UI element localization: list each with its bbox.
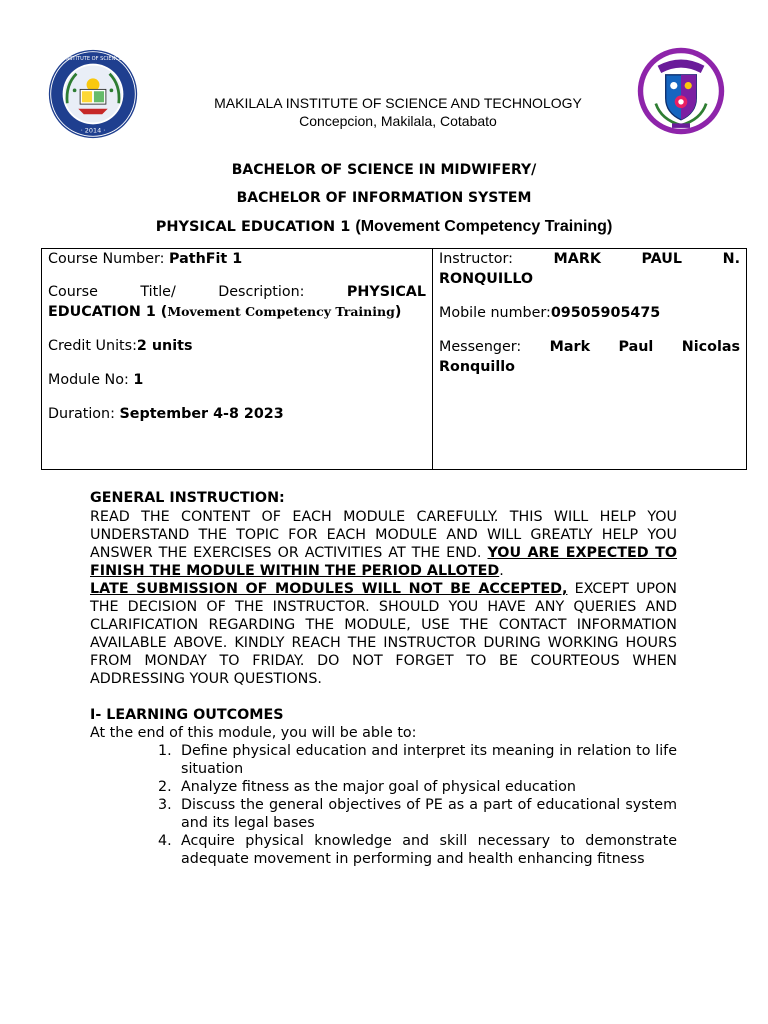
module-no-value: 1 <box>133 372 144 388</box>
list-item <box>154 778 677 796</box>
course-title-value-1: PHYSICAL <box>346 284 426 300</box>
course-title-subtitle: (Movement Competency Training) <box>355 218 613 235</box>
messenger-label: Messenger: <box>439 339 522 355</box>
course-info-table <box>41 248 747 470</box>
program-title-information-system: BACHELOR OF INFORMATION SYSTEM <box>236 190 532 206</box>
course-title-label-2: Title/ <box>140 284 176 300</box>
credit-units-value: 2 units <box>136 338 193 354</box>
school-name: MAKILALA INSTITUTE OF SCIENCE AND TECHNOLOGY <box>214 95 582 111</box>
list-item-number: 2. <box>158 779 172 795</box>
mobile-value: 09505905475 <box>550 305 661 321</box>
instructor-label: Instructor: <box>439 251 513 267</box>
course-title-row <box>48 282 426 302</box>
mobile-row <box>439 303 740 323</box>
list-item-number: 1. <box>158 743 172 759</box>
course-title-heading <box>0 218 768 236</box>
messenger-value-3: Nicolas <box>681 339 741 355</box>
module-no-label: Module No: <box>48 372 129 388</box>
list-item <box>154 832 677 868</box>
messenger-value-2: Paul <box>618 339 654 355</box>
list-item-text: Analyze fitness as the major goal of physical education <box>181 779 576 795</box>
mobile-label: Mobile number: <box>439 305 551 321</box>
course-title-label-1: Course <box>48 284 98 300</box>
instructor-value-2: PAUL <box>641 251 683 267</box>
duration-row <box>48 404 426 424</box>
list-item-number: 3. <box>158 797 172 813</box>
credit-units-label: Credit Units: <box>48 338 137 354</box>
general-instruction-period: . <box>499 563 504 579</box>
messenger-row <box>439 337 740 357</box>
general-instruction-heading: GENERAL INSTRUCTION: <box>90 490 285 506</box>
instructor-value-1: MARK <box>553 251 601 267</box>
svg-text:· 2014 ·: · 2014 · <box>80 126 106 135</box>
course-number-label: Course Number: <box>48 251 165 267</box>
list-item-text: Acquire physical knowledge and skill necessary to demonstrate adequate movement in performing and health enhancing fitness <box>181 833 677 867</box>
list-item <box>154 796 677 832</box>
school-address: Concepcion, Makilala, Cotabato <box>299 113 497 129</box>
course-title-row-2 <box>48 302 426 322</box>
course-title-value-3: Movement Competency Training <box>167 304 395 319</box>
late-submission-emphasis: LATE SUBMISSION OF MODULES WILL NOT BE ACCEPTED, <box>90 581 568 597</box>
learning-outcomes-list <box>154 742 677 868</box>
credit-units-row <box>48 336 426 356</box>
learning-outcomes-intro: At the end of this module, you will be able to: <box>90 725 417 741</box>
course-number-value: PathFit 1 <box>169 251 243 267</box>
course-title-main: PHYSICAL EDUCATION 1 <box>155 219 351 235</box>
duration-value: September 4-8 2023 <box>119 406 284 422</box>
course-title-value-2: EDUCATION 1 ( <box>48 304 168 320</box>
course-number-row <box>48 249 426 269</box>
course-title-value-4: ) <box>394 304 402 320</box>
general-instruction-text <box>90 508 677 688</box>
list-item-text: Discuss the general objectives of PE as a part of educational system and its legal bases <box>181 797 677 831</box>
course-info-left-column <box>42 249 433 469</box>
svg-text:INSTITUTE OF SCIENCE: INSTITUTE OF SCIENCE <box>63 55 123 62</box>
program-title-midwifery: BACHELOR OF SCIENCE IN MIDWIFERY/ <box>231 162 537 178</box>
duration-label: Duration: <box>48 406 115 422</box>
learning-outcomes-heading: I- LEARNING OUTCOMES <box>90 707 284 723</box>
course-info-right-column <box>433 249 746 469</box>
general-instruction-text-1: READ THE CONTENT OF EACH MODULE CAREFULLY. THIS WILL HELP YOU UNDERSTAND THE TOPIC FOR EACH MODULE AND WILL GREATLY HELP YOU ANSWER THE EXERCISES OR ACTIVITIES AT THE END. <box>90 509 677 561</box>
general-instruction-text-3: EXCEPT UPON THE DECISION OF THE INSTRUCTOR. SHOULD YOU HAVE ANY QUERIES AND CLARIFICATION REGARDING THE MODULE, USE THE CONTACT INFORMATION AVAILABLE ABOVE. KINDLY REACH THE INSTRUCTOR DURING WORKING HOURS FROM MONDAY TO FRIDAY. DO NOT FORGET TO BE COURTEOUS WHEN ADDRESSING YOUR QUESTIONS. <box>90 581 678 687</box>
instructor-row <box>439 249 740 269</box>
instructor-value-4: RONQUILLO <box>439 271 534 287</box>
course-title-label-3: Description: <box>218 284 305 300</box>
finish-module-emphasis: YOU ARE EXPECTED TO FINISH THE MODULE WITHIN THE PERIOD ALLOTED <box>90 545 677 579</box>
messenger-value-1: Mark <box>549 339 591 355</box>
list-item <box>154 742 677 778</box>
list-item-number: 4. <box>158 833 172 849</box>
module-no-row <box>48 370 426 390</box>
instructor-value-3: N. <box>722 251 741 267</box>
list-item-text: Define physical education and interpret its meaning in relation to life situation <box>181 743 677 777</box>
messenger-value-4: Ronquillo <box>439 359 515 375</box>
